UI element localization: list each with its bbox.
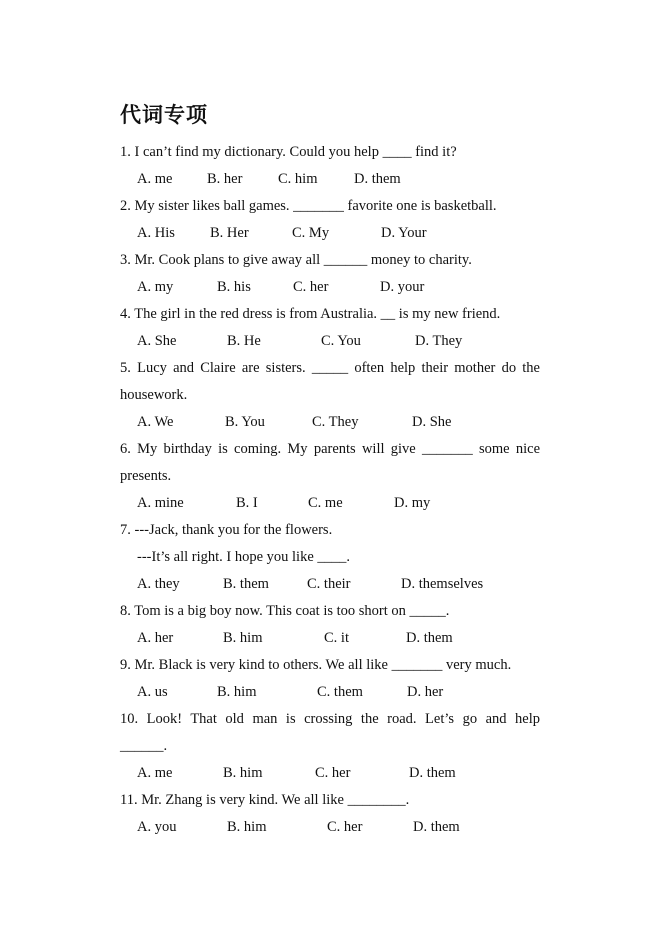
question-6-text: 6. My birthday is coming. My parents will give _______ some nice bbox=[120, 441, 540, 457]
question-4-text: 4. The girl in the red dress is from Australia. __ is my new friend. bbox=[120, 306, 501, 322]
option-c: C. her bbox=[293, 279, 329, 295]
option-c: C. You bbox=[321, 333, 361, 349]
option-a: A. us bbox=[137, 684, 168, 700]
option-a: A. me bbox=[137, 765, 173, 781]
option-c: C. her bbox=[327, 819, 363, 835]
option-a: A. His bbox=[137, 225, 175, 241]
option-a: A. me bbox=[137, 171, 173, 187]
question-11-text: 11. Mr. Zhang is very kind. We all like ________. bbox=[120, 792, 410, 808]
question-3-text: 3. Mr. Cook plans to give away all ______ money to charity. bbox=[120, 252, 472, 268]
option-a: A. mine bbox=[137, 495, 184, 511]
option-b: B. him bbox=[217, 684, 257, 700]
option-c: C. My bbox=[292, 225, 330, 241]
option-b: B. her bbox=[207, 171, 243, 187]
option-b: B. You bbox=[225, 414, 265, 430]
question-3-options bbox=[137, 277, 537, 297]
option-d: D. Your bbox=[381, 225, 427, 241]
question-10-text-cont: ______. bbox=[120, 738, 168, 754]
question-5-options bbox=[137, 412, 537, 432]
option-d: D. They bbox=[415, 333, 463, 349]
option-a: A. my bbox=[137, 279, 174, 295]
option-d: D. She bbox=[412, 414, 452, 430]
question-2-text: 2. My sister likes ball games. _______ favorite one is basketball. bbox=[120, 198, 497, 214]
question-7-options bbox=[137, 574, 537, 594]
question-6-text-cont: presents. bbox=[120, 468, 172, 484]
option-a: A. they bbox=[137, 576, 180, 592]
option-b: B. him bbox=[227, 819, 267, 835]
question-8-text: 8. Tom is a big boy now. This coat is too short on _____. bbox=[120, 603, 450, 619]
question-5-text: 5. Lucy and Claire are sisters. _____ often help their mother do the bbox=[120, 360, 540, 376]
question-7-text: 7. ---Jack, thank you for the flowers. bbox=[120, 522, 333, 538]
question-1-text: 1. I can’t find my dictionary. Could you help ____ find it? bbox=[120, 144, 457, 160]
option-a: A. We bbox=[137, 414, 174, 430]
question-8-options bbox=[137, 628, 537, 648]
option-b: B. him bbox=[223, 630, 263, 646]
option-c: C. her bbox=[315, 765, 351, 781]
page-title: 代词专项 bbox=[120, 103, 208, 127]
option-d: D. my bbox=[394, 495, 431, 511]
option-a: A. you bbox=[137, 819, 177, 835]
option-a: A. She bbox=[137, 333, 177, 349]
question-10-text: 10. Look! That old man is crossing the road. Let’s go and help bbox=[120, 711, 540, 727]
option-b: B. I bbox=[236, 495, 258, 511]
option-d: D. them bbox=[413, 819, 460, 835]
option-d: D. your bbox=[380, 279, 425, 295]
question-4-options bbox=[137, 331, 537, 351]
option-d: D. them bbox=[409, 765, 456, 781]
option-b: B. them bbox=[223, 576, 269, 592]
option-c: C. They bbox=[312, 414, 359, 430]
option-a: A. her bbox=[137, 630, 174, 646]
option-d: D. them bbox=[354, 171, 401, 187]
question-1-options bbox=[137, 169, 537, 189]
option-d: D. them bbox=[406, 630, 453, 646]
option-c: C. me bbox=[308, 495, 343, 511]
option-b: B. Her bbox=[210, 225, 249, 241]
question-9-options bbox=[137, 682, 537, 702]
option-b: B. his bbox=[217, 279, 251, 295]
option-d: D. her bbox=[407, 684, 444, 700]
option-c: C. their bbox=[307, 576, 351, 592]
option-c: C. him bbox=[278, 171, 318, 187]
option-d: D. themselves bbox=[401, 576, 484, 592]
option-b: B. him bbox=[223, 765, 263, 781]
question-11-options bbox=[137, 817, 537, 837]
option-c: C. them bbox=[317, 684, 363, 700]
question-5-text-cont: housework. bbox=[120, 387, 188, 403]
question-9-text: 9. Mr. Black is very kind to others. We all like _______ very much. bbox=[120, 657, 512, 673]
question-2-options bbox=[137, 223, 537, 243]
option-c: C. it bbox=[324, 630, 349, 646]
option-b: B. He bbox=[227, 333, 261, 349]
question-6-options bbox=[137, 493, 537, 513]
question-7-text-cont: ---It’s all right. I hope you like ____. bbox=[137, 549, 351, 565]
question-10-options bbox=[137, 763, 537, 783]
